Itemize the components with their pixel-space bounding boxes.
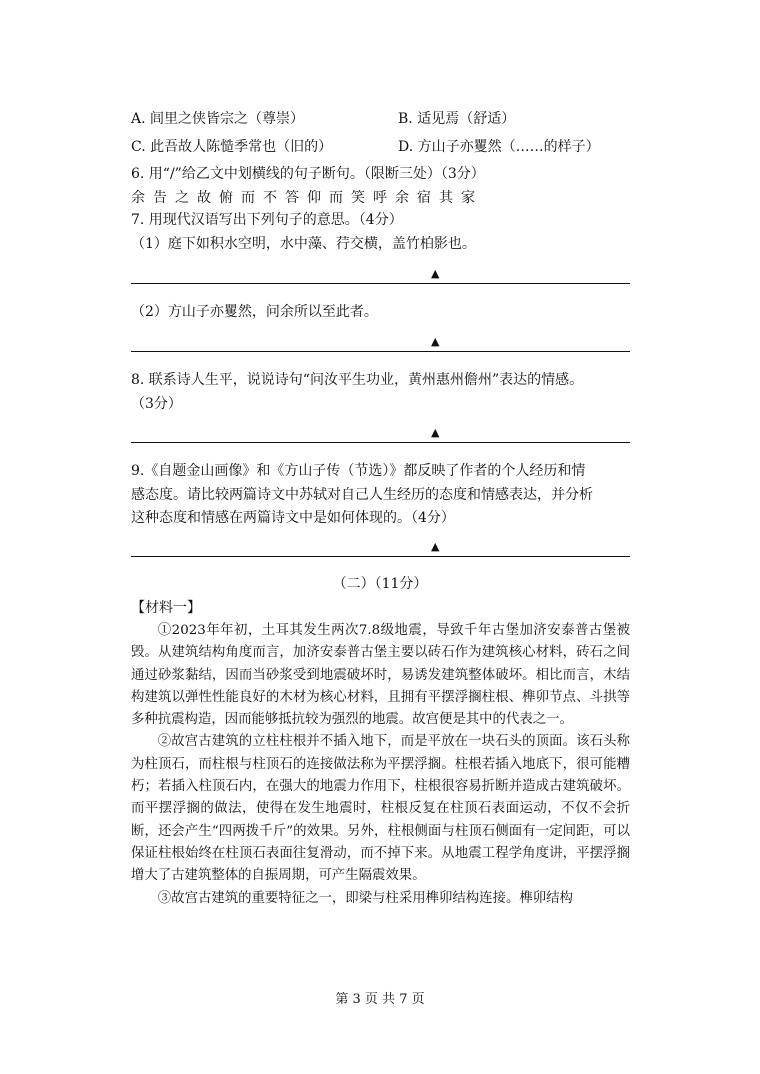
page-footer: 第 3 页 共 7 页 <box>335 992 425 1007</box>
question-7-item-2: （2）方山子亦矍然，问余所以至此者。 <box>131 304 378 320</box>
paragraph-1: ①2023年年初，土耳其发生两次7.8级地震，导致千年古堡加济安泰普古堡被毁。从建筑结构角度而言，加济安泰普古堡主要以砖石作为建筑核心材料，砖石之间通过砂浆黏结，因而当砂浆受到地震破坏时，易诱发建筑整体破坏。相比而言，木结构建筑以弹性性能良好的木材为核心材料，且拥有平摆浮搁柱根、榫卯节点、斗拱等多种抗震构造，因而能够抵抗较为强烈的地震。故宫便是其中的代表之一。 <box>131 623 630 728</box>
option-b: B. 适见焉（舒适） <box>398 111 516 127</box>
section-title: （二）（11分） <box>332 576 428 592</box>
question-6-prompt: 6. 用“/”给乙文中划横线的句子断句。（限断三处）（3分） <box>131 166 485 182</box>
material-label: 【材料一】 <box>131 600 201 616</box>
answer-line[interactable] <box>131 442 630 443</box>
question-9-line-3: 这种态度和情感在两篇诗文中是如何体现的。（4分） <box>131 510 455 526</box>
passage <box>131 620 630 910</box>
paragraph-3: ③故宫古建筑的重要特征之一，即梁与柱采用榫卯结构连接。榫卯结构 <box>157 890 573 906</box>
paragraph-2: ②故宫古建筑的立柱柱根并不插入地下，而是平放在一块石头的顶面。该石头称为柱顶石，而柱根与柱顶石的连接做法称为平摆浮搁。柱根若插入地底下，很可能糟朽；若插入柱顶石内，在强大的地震力作用下，柱根很容易折断并造成古建筑破坏。而平摆浮搁的做法，使得在发生地震时，柱根反复在柱顶石表面运动，不仅不会折断，还会产生“四两拨千斤”的效果。另外，柱根侧面与柱顶石侧面有一定间距，可以保证柱根始终在柱顶石表面往复滑动，而不掉下来。从地震工程学角度讲，平摆浮搁增大了古建筑整体的自振周期，可产生隔震效果。 <box>131 734 630 884</box>
answer-line[interactable] <box>131 351 630 352</box>
question-6-sentence: 余告之故俯而不答仰而笑呼余宿其家 <box>131 190 483 206</box>
question-9-line-1: 9.《自题金山画像》和《方山子传（节选）》都反映了作者的个人经历和情 <box>131 463 586 479</box>
question-8-line-1: 8. 联系诗人生平，说说诗句“问汝平生功业，黄州惠州儋州”表达的情感。 <box>131 372 584 388</box>
option-a: A. 闾里之侠皆宗之（尊崇） <box>131 111 305 127</box>
answer-marker: ▲ <box>431 426 440 439</box>
answer-marker: ▲ <box>431 267 440 280</box>
answer-line[interactable] <box>131 283 630 284</box>
question-7-prompt: 7. 用现代汉语写出下列句子的意思。（4分） <box>131 212 403 228</box>
question-9-line-2: 感态度。请比较两篇诗文中苏轼对自己人生经历的态度和情感表达，并分析 <box>131 487 593 503</box>
question-7-item-1: （1）庭下如积水空明，水中藻、荇交横，盖竹柏影也。 <box>131 236 476 252</box>
option-c: C. 此吾故人陈慥季常也（旧的） <box>131 139 333 155</box>
answer-marker: ▲ <box>431 540 440 553</box>
answer-marker: ▲ <box>431 335 440 348</box>
answer-line[interactable] <box>131 556 630 557</box>
option-d: D. 方山子亦矍然（……的样子） <box>398 139 600 155</box>
question-8-line-2: （3分） <box>131 396 182 412</box>
